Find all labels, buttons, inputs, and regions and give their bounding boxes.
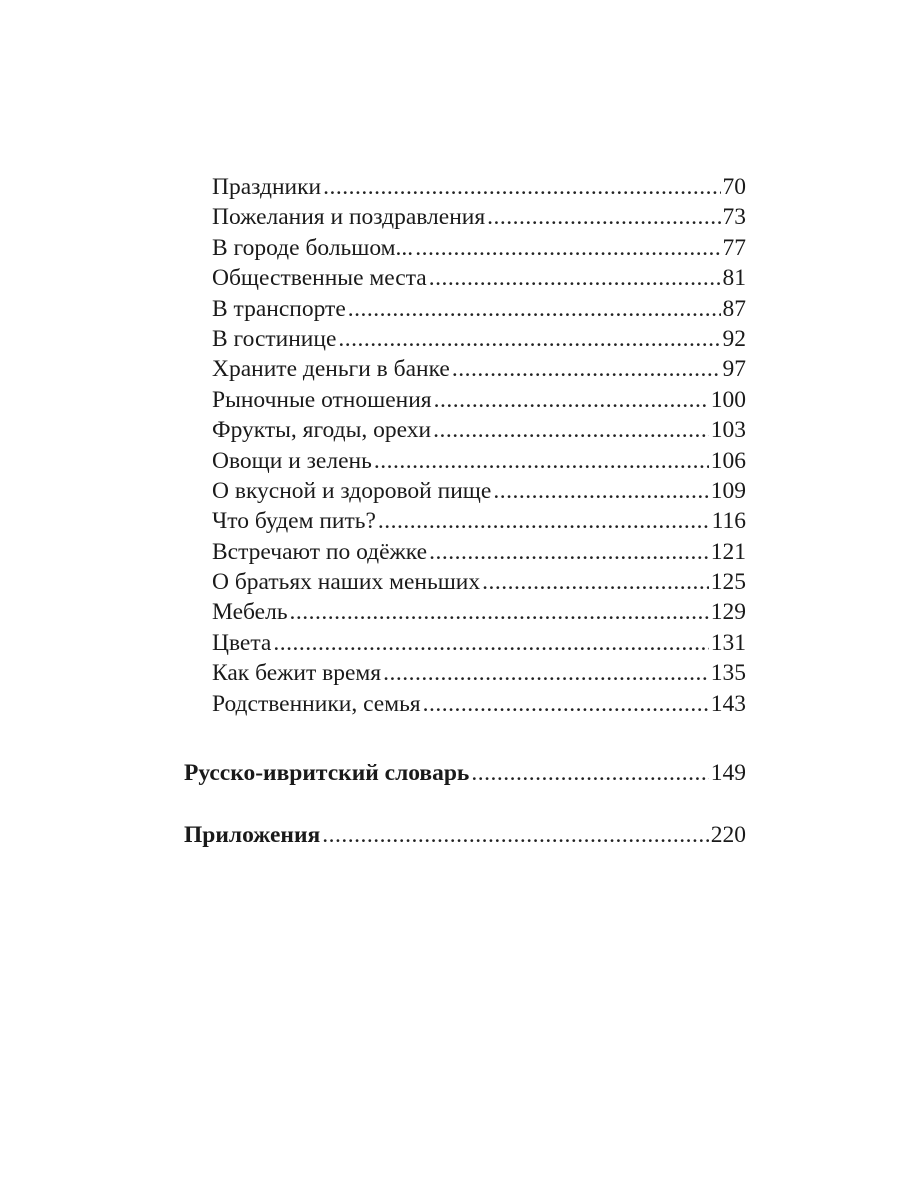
toc-entry [212,202,746,232]
toc-entry-title: Фрукты, ягоды, орехи [212,417,432,444]
toc-entry-title: В гостинице [212,325,337,352]
toc-entry-page: 143 [710,690,746,717]
toc-entry-title: Пожелания и поздравления [212,204,486,231]
toc-entry-title: О вкусной и здоровой пище [212,477,492,504]
dot-leader [415,233,720,263]
toc-entry-title: Приложения [184,822,321,848]
toc-entry-title: Как бежит время [212,660,382,687]
toc-entry-title: Что будем пить? [212,508,376,535]
toc-entry-page: 77 [722,234,746,261]
dot-leader [273,628,708,658]
toc-entry [212,628,746,658]
dot-leader [433,415,709,445]
toc-entry-title: Цвета [212,629,272,656]
dot-leader [322,820,709,850]
toc-entry [212,415,746,445]
toc-entry-page: 70 [722,174,746,200]
toc-entry-page: 131 [710,629,746,656]
dot-leader [482,567,709,597]
toc-entry-page: 129 [710,599,746,626]
toc-entry-title: Храните деньги в банке [212,356,450,383]
toc-entry [212,294,746,324]
toc-entry-title: В городе большом... [212,234,414,261]
dot-leader [493,476,708,506]
toc-entry-title: Рыночные отношения [212,386,432,413]
toc-entry-page: 109 [710,477,746,504]
dot-leader [452,354,721,384]
dot-leader [348,294,721,324]
toc-main-entry-appendix [184,820,746,850]
toc-entry-page: 103 [710,417,746,444]
toc-entry [212,172,746,202]
toc-entry-page: 220 [710,822,746,848]
toc-entry-page: 149 [710,760,746,786]
dot-leader [323,172,720,202]
toc-entry-page: 116 [711,508,746,535]
toc-entry-page: 135 [710,660,746,687]
dot-leader [338,324,720,354]
toc-entry [212,658,746,688]
toc-entry-page: 92 [722,325,746,352]
toc-entry-title: Мебель [212,599,288,626]
toc-entry-title: Овощи и зелень [212,447,372,474]
toc-entry [212,537,746,567]
toc-entry [212,689,746,719]
toc-main-entry-dictionary [184,758,746,788]
toc-entry-title: Праздники [212,174,322,200]
dot-leader [487,202,720,232]
toc-entry-title: Встречают по одёжке [212,538,428,565]
toc-entry [212,233,746,263]
toc-entry-page: 97 [722,356,746,383]
toc-subsection-list [212,172,746,719]
toc-entry-page: 125 [710,569,746,596]
toc-entry-page: 81 [722,265,746,292]
toc-entry-page: 106 [710,447,746,474]
dot-leader [383,658,709,688]
toc-entry-title: О братьях наших меньших [212,569,481,596]
dot-leader [434,385,709,415]
toc-entry [212,324,746,354]
toc-entry [184,820,746,850]
dot-leader [374,446,709,476]
dot-leader [471,758,708,788]
toc-entry-title: Русско-ивритский словарь [184,760,470,786]
toc-entry-title: Родственники, семья [212,690,421,717]
toc-entry [212,476,746,506]
dot-leader [429,263,721,293]
toc-entry [184,758,746,788]
toc-entry [212,263,746,293]
toc-entry [212,506,746,536]
toc-entry-page: 100 [710,386,746,413]
dot-leader [290,597,709,627]
toc-entry-page: 73 [722,204,746,231]
dot-leader [423,689,709,719]
toc-entry-page: 121 [710,538,746,565]
toc-entry-page: 87 [722,295,746,322]
toc-entry-title: Общественные места [212,265,427,292]
toc-entry [212,597,746,627]
dot-leader [429,537,709,567]
toc-entry [212,385,746,415]
toc-entry [212,446,746,476]
toc-entry-title: В транспорте [212,295,346,322]
toc-entry [212,354,746,384]
dot-leader [378,506,710,536]
toc-entry [212,567,746,597]
